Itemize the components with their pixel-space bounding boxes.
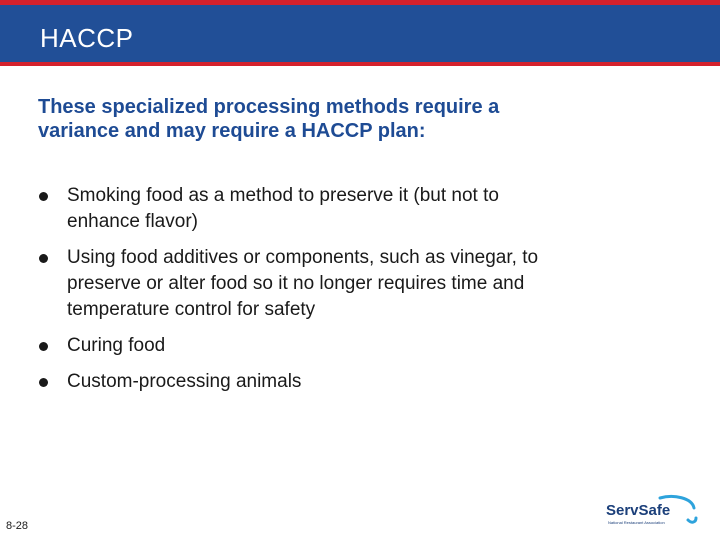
bullet-dot-icon (39, 254, 48, 263)
bullet-text: Smoking food as a method to preserve it (but not to enhance flavor) (67, 185, 499, 232)
servsafe-logo (604, 494, 698, 530)
bullet-dot-icon (39, 342, 48, 351)
list-item (38, 333, 558, 359)
title-underline (0, 62, 720, 66)
slide-title: HACCP (40, 23, 134, 53)
intro-text: These specialized processing methods require a variance and may require a HACCP plan: (38, 96, 500, 142)
servsafe-logo-icon (604, 494, 698, 530)
bullet-dot-icon (39, 378, 48, 387)
logo-tagline: National Restaurant Association (608, 520, 665, 525)
logo-wordmark: ServSafe (606, 502, 671, 519)
title-bar (0, 0, 720, 62)
slide-number: 8-28 (6, 520, 29, 532)
list-item (38, 369, 558, 395)
bullet-text: Custom-processing animals (67, 371, 302, 392)
bullet-list (38, 183, 558, 405)
bullet-dot-icon (39, 192, 48, 201)
bullet-text: Curing food (67, 335, 166, 356)
list-item (38, 245, 558, 323)
list-item (38, 183, 558, 235)
bullet-text: Using food additives or components, such as vinegar, to preserve or alter food so it no longer requires time and temperature control for safety (67, 247, 539, 320)
